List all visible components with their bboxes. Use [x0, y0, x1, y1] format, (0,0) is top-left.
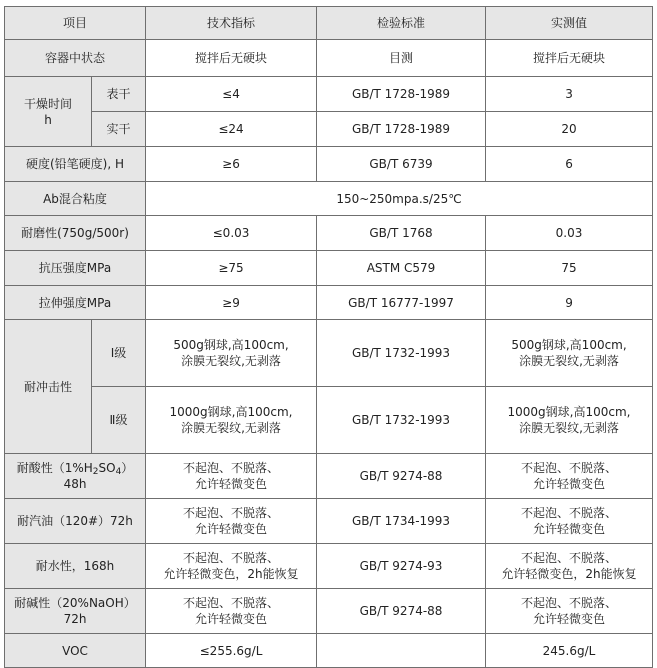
row-label: 耐磨性(750g/500r)	[5, 216, 146, 251]
table-row	[5, 387, 653, 454]
header-row	[5, 7, 653, 40]
sub-label: Ⅰ级	[92, 320, 146, 387]
measured-line: 允许轻微变色	[533, 522, 606, 536]
table-row	[5, 634, 653, 668]
row-label: 抗压强度MPa	[5, 251, 146, 286]
measured-line: 1000g钢球,高100cm,	[507, 405, 631, 419]
spec-cell	[146, 589, 317, 634]
measured-cell: 6	[486, 147, 653, 182]
table-row	[5, 544, 653, 589]
row-label: 硬度(铅笔硬度), H	[5, 147, 146, 182]
spec-line: 不起泡、不脱落、	[183, 596, 280, 610]
spec-cell: ≤255.6g/L	[146, 634, 317, 668]
measured-cell	[486, 499, 653, 544]
row-label-line: 耐碱性（20%NaOH）	[14, 596, 136, 610]
spec-line: 允许轻微变色，2h能恢复	[163, 567, 299, 581]
spec-cell	[146, 387, 317, 454]
spec-line: 1000g钢球,高100cm,	[169, 405, 293, 419]
header-item: 项目	[5, 7, 146, 40]
table-row	[5, 112, 653, 147]
measured-line: 500g钢球,高100cm,	[511, 338, 627, 352]
spec-cell	[146, 454, 317, 499]
table-row	[5, 147, 653, 182]
table-row	[5, 320, 653, 387]
row-label: 耐冲击性	[5, 320, 92, 454]
table-row	[5, 77, 653, 112]
measured-cell	[486, 589, 653, 634]
row-label	[5, 77, 92, 147]
sub-label: 实干	[92, 112, 146, 147]
measured-cell: 3	[486, 77, 653, 112]
row-label-line: h	[44, 112, 52, 127]
spec-line: 不起泡、不脱落、	[183, 506, 280, 520]
row-label: 耐汽油（120#）72h	[5, 499, 146, 544]
standard-cell	[317, 634, 486, 668]
spec-table	[4, 6, 653, 668]
table-row	[5, 454, 653, 499]
standard-cell: GB/T 9274-88	[317, 589, 486, 634]
measured-line: 不起泡、不脱落、	[521, 551, 618, 565]
measured-line: 不起泡、不脱落、	[521, 596, 618, 610]
measured-cell: 20	[486, 112, 653, 147]
header-spec: 技术指标	[146, 7, 317, 40]
spec-cell: ≤24	[146, 112, 317, 147]
spec-line: 允许轻微变色	[195, 477, 268, 491]
row-label-line: 耐酸性$(1\%H_2SO_4)$	[16, 461, 134, 477]
measured-line: 允许轻微变色，2h能恢复	[501, 567, 637, 581]
standard-cell: GB/T 1732-1993	[317, 320, 486, 387]
sub-label: 表干	[92, 77, 146, 112]
measured-line: 允许轻微变色	[533, 477, 606, 491]
spec-line: 500g钢球,高100cm,	[173, 338, 289, 352]
row-label: 耐水性，168h	[5, 544, 146, 589]
table-row	[5, 589, 653, 634]
spec-line: 不起泡、不脱落、	[183, 551, 280, 565]
standard-cell: GB/T 9274-93	[317, 544, 486, 589]
spec-cell	[146, 544, 317, 589]
spec-cell: ≤0.03	[146, 216, 317, 251]
standard-cell: GB/T 1728-1989	[317, 112, 486, 147]
spec-line: 涂膜无裂纹,无剥落	[181, 354, 281, 368]
standard-cell: GB/T 1768	[317, 216, 486, 251]
row-label-line: 干燥时间	[23, 96, 72, 111]
measured-line: 涂膜无裂纹,无剥落	[519, 421, 619, 435]
standard-cell: GB/T 1728-1989	[317, 77, 486, 112]
spec-line: 允许轻微变色	[195, 612, 268, 626]
measured-cell: 245.6g/L	[486, 634, 653, 668]
row-label: 拉伸强度MPa	[5, 286, 146, 320]
row-label-line: 48h	[63, 477, 87, 491]
measured-line: 允许轻微变色	[533, 612, 606, 626]
measured-line: 不起泡、不脱落、	[521, 461, 618, 475]
header-measured: 实测值	[486, 7, 653, 40]
sub-label: Ⅱ级	[92, 387, 146, 454]
table-row	[5, 251, 653, 286]
spec-cell: ≥75	[146, 251, 317, 286]
spec-cell: ≤4	[146, 77, 317, 112]
spec-line: 允许轻微变色	[195, 522, 268, 536]
measured-line: 不起泡、不脱落、	[521, 506, 618, 520]
spec-cell	[146, 499, 317, 544]
spec-cell: ≥9	[146, 286, 317, 320]
standard-cell: GB/T 16777-1997	[317, 286, 486, 320]
table-row	[5, 182, 653, 216]
measured-cell	[486, 454, 653, 499]
row-label-line: 72h	[63, 612, 87, 626]
spec-cell	[146, 320, 317, 387]
standard-cell: ASTM C579	[317, 251, 486, 286]
row-label: VOC	[5, 634, 146, 668]
measured-cell: 75	[486, 251, 653, 286]
table-row	[5, 40, 653, 77]
row-label: Ab混合粘度	[5, 182, 146, 216]
measured-cell	[486, 320, 653, 387]
merged-value-cell: 150~250mpa.s/25℃	[146, 182, 653, 216]
table-row	[5, 216, 653, 251]
row-label	[5, 589, 146, 634]
table-row	[5, 499, 653, 544]
standard-cell: GB/T 1732-1993	[317, 387, 486, 454]
spec-line: 不起泡、不脱落、	[183, 461, 280, 475]
spec-cell: ≥6	[146, 147, 317, 182]
row-label: 容器中状态	[5, 40, 146, 77]
measured-line: 涂膜无裂纹,无剥落	[519, 354, 619, 368]
header-standard: 检验标准	[317, 7, 486, 40]
standard-cell: GB/T 9274-88	[317, 454, 486, 499]
measured-cell	[486, 387, 653, 454]
row-label	[5, 454, 146, 499]
measured-cell	[486, 544, 653, 589]
measured-cell: 9	[486, 286, 653, 320]
measured-cell: 搅拌后无硬块	[486, 40, 653, 77]
spec-line: 涂膜无裂纹,无剥落	[181, 421, 281, 435]
standard-cell: GB/T 1734-1993	[317, 499, 486, 544]
standard-cell: GB/T 6739	[317, 147, 486, 182]
standard-cell: 目测	[317, 40, 486, 77]
measured-cell: 0.03	[486, 216, 653, 251]
spec-cell: 搅拌后无硬块	[146, 40, 317, 77]
table-row	[5, 286, 653, 320]
